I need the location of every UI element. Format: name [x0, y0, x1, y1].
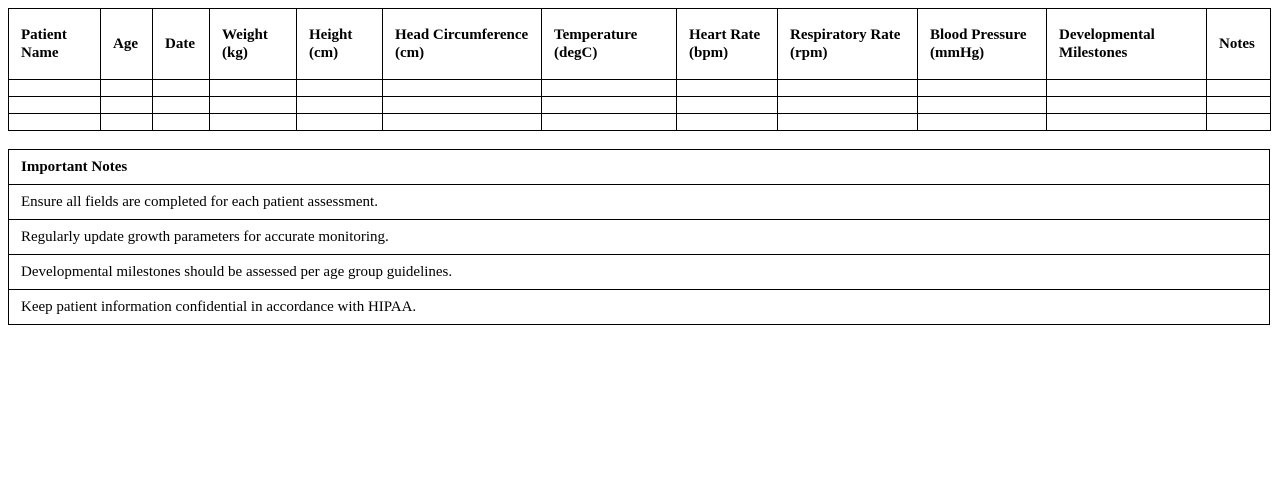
note-text: Ensure all fields are completed for each patient assessment. [9, 185, 1270, 220]
patient-record-table [8, 8, 1271, 131]
column-header-temperature: Temperature (degC) [542, 9, 677, 80]
table-row [9, 80, 1271, 97]
table-cell [9, 80, 101, 97]
table-cell [542, 97, 677, 114]
table-cell [542, 80, 677, 97]
table-cell [153, 97, 210, 114]
note-text: Regularly update growth parameters for accurate monitoring. [9, 220, 1270, 255]
table-cell [1207, 114, 1271, 131]
list-item [9, 290, 1270, 325]
column-header-age: Age [101, 9, 153, 80]
list-item [9, 220, 1270, 255]
table-cell [383, 97, 542, 114]
column-header-notes: Notes [1207, 9, 1271, 80]
table-cell [383, 114, 542, 131]
important-notes-table [8, 149, 1270, 325]
column-header-weight: Weight (kg) [210, 9, 297, 80]
table-cell [1047, 80, 1207, 97]
column-header-height: Height (cm) [297, 9, 383, 80]
column-header-head-circumference: Head Circumference (cm) [383, 9, 542, 80]
note-text: Keep patient information confidential in accordance with HIPAA. [9, 290, 1270, 325]
table-row [9, 114, 1271, 131]
table-row [9, 97, 1271, 114]
table-cell [778, 80, 918, 97]
table-cell [210, 97, 297, 114]
notes-title: Important Notes [9, 150, 1270, 185]
note-text: Developmental milestones should be assessed per age group guidelines. [9, 255, 1270, 290]
table-header-row [9, 9, 1271, 80]
notes-header-row [9, 150, 1270, 185]
table-cell [542, 114, 677, 131]
column-header-blood-pressure: Blood Pressure (mmHg) [918, 9, 1047, 80]
table-cell [677, 80, 778, 97]
column-header-date: Date [153, 9, 210, 80]
table-cell [297, 114, 383, 131]
table-cell [677, 114, 778, 131]
table-cell [918, 114, 1047, 131]
table-cell [1207, 80, 1271, 97]
table-cell [1047, 97, 1207, 114]
table-cell [101, 114, 153, 131]
table-cell [918, 97, 1047, 114]
table-cell [1207, 97, 1271, 114]
table-cell [297, 97, 383, 114]
table-cell [101, 97, 153, 114]
table-cell [778, 114, 918, 131]
list-item [9, 185, 1270, 220]
column-header-heart-rate: Heart Rate (bpm) [677, 9, 778, 80]
table-cell [210, 114, 297, 131]
table-cell [1047, 114, 1207, 131]
table-cell [918, 80, 1047, 97]
column-header-respiratory-rate: Respiratory Rate (rpm) [778, 9, 918, 80]
table-cell [297, 80, 383, 97]
table-cell [101, 80, 153, 97]
table-cell [9, 97, 101, 114]
table-cell [778, 97, 918, 114]
table-cell [153, 80, 210, 97]
table-cell [9, 114, 101, 131]
column-header-patient-name: Patient Name [9, 9, 101, 80]
list-item [9, 255, 1270, 290]
table-cell [383, 80, 542, 97]
table-cell [153, 114, 210, 131]
table-cell [677, 97, 778, 114]
column-header-developmental-milestones: Developmental Milestones [1047, 9, 1207, 80]
table-cell [210, 80, 297, 97]
